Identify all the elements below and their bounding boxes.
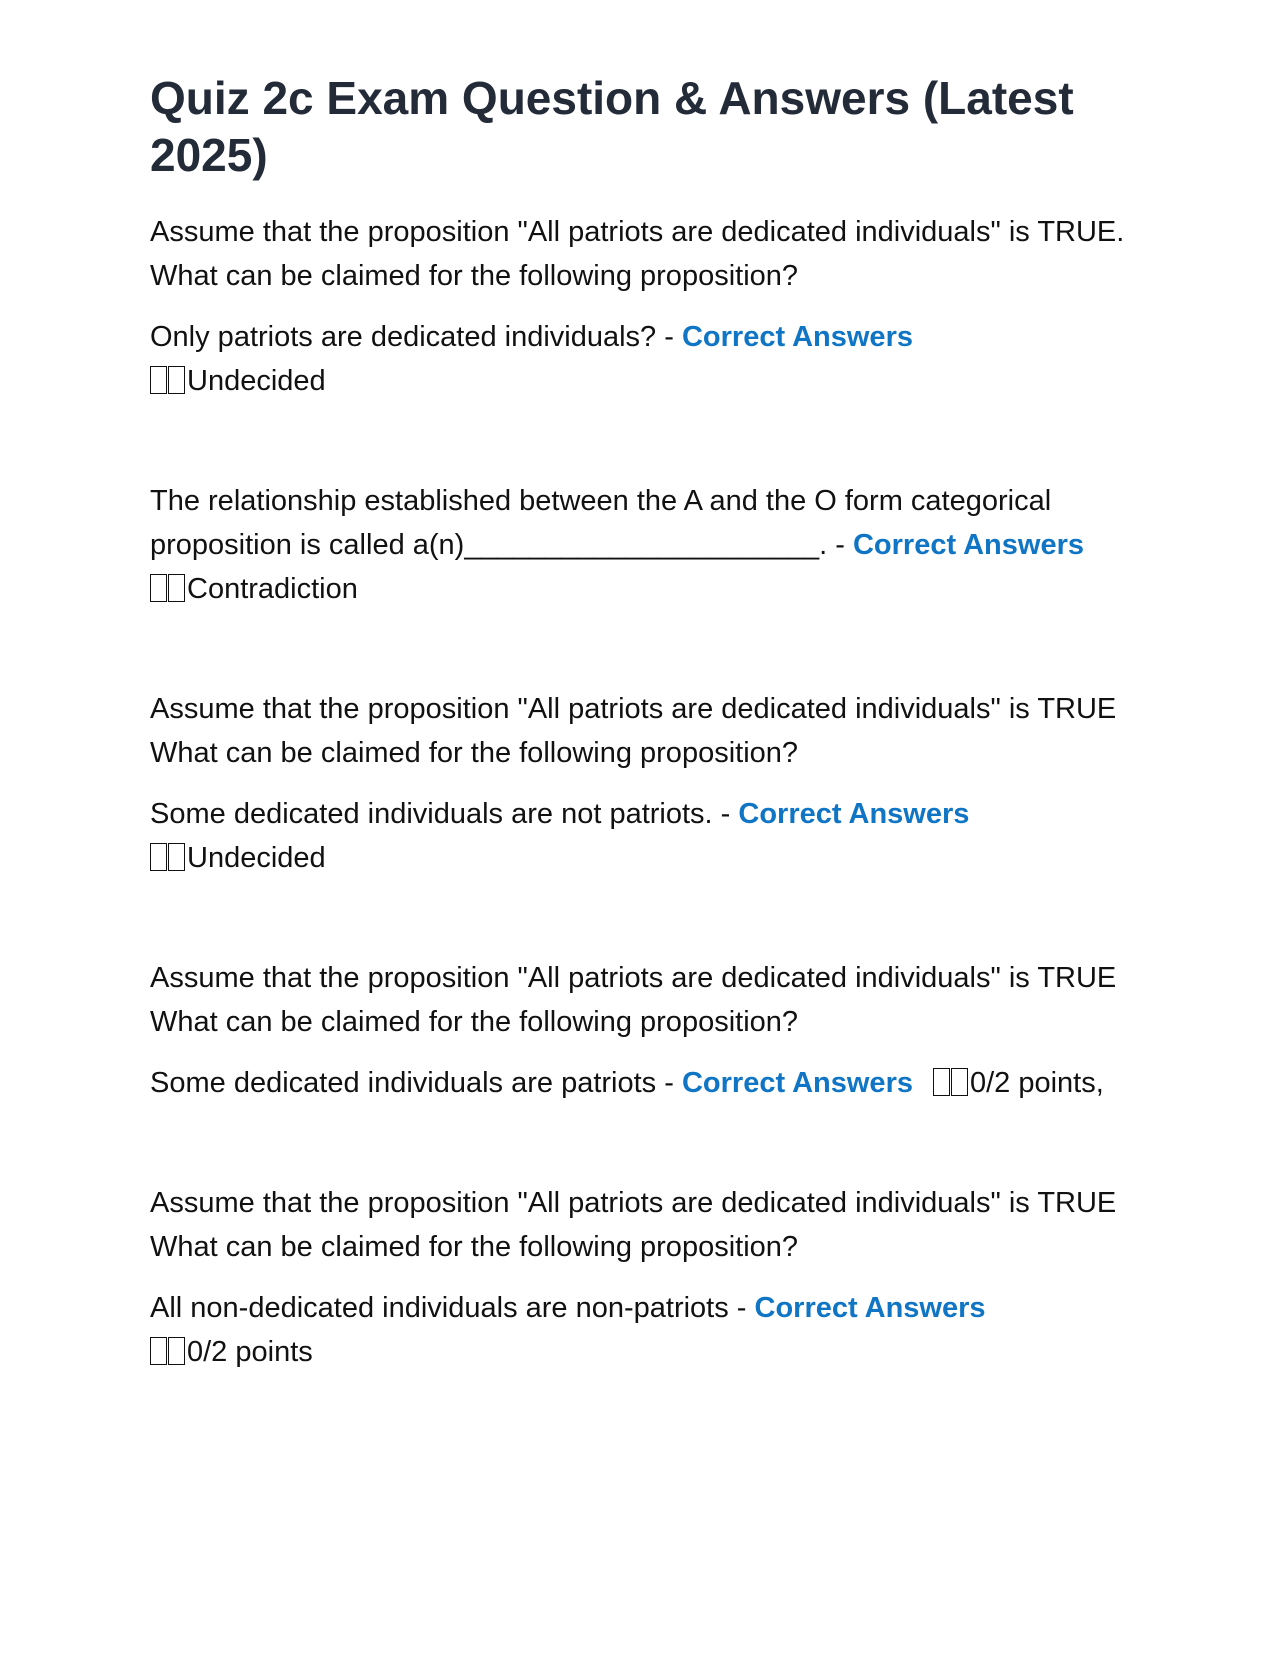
correct-answers-label: Correct Answers [754, 1292, 986, 1324]
question-text: Only patriots are dedicated individuals? - [150, 321, 682, 353]
missing-glyph-icon [150, 843, 167, 871]
correct-answers-label: Correct Answers [681, 321, 913, 353]
question-intro: Assume that the proposition "All patriots are dedicated individuals" is TRUE. What can be claimed for the following proposition? [150, 216, 1125, 292]
qa-item [150, 687, 1130, 880]
answer-text: Undecided [187, 365, 326, 397]
answer-text: 0/2 points, [969, 1067, 1104, 1099]
question-answer [150, 792, 1130, 880]
question-text: Some dedicated individuals are patriots - [150, 1067, 682, 1099]
question-text: Some dedicated individuals are not patriots. - [150, 798, 739, 830]
document-title: Quiz 2c Exam Question & Answers (Latest 2025) [150, 72, 1074, 181]
missing-glyph-icon [150, 574, 167, 602]
correct-answers-label: Correct Answers [681, 1067, 913, 1099]
missing-glyph-icon [150, 366, 167, 394]
question-intro: Assume that the proposition "All patriots are dedicated individuals" is TRUE What can be claimed for the following proposition? [150, 693, 1117, 769]
answer-text: Contradiction [187, 573, 358, 605]
question-answer [150, 479, 1130, 611]
question-answer [150, 1061, 1130, 1105]
question-intro: Assume that the proposition "All patriots are dedicated individuals" is TRUE What can be claimed for the following proposition? [150, 1187, 1117, 1263]
correct-answers-label: Correct Answers [852, 529, 1084, 561]
missing-glyph-icon [168, 1337, 185, 1365]
document-page [150, 70, 1130, 1374]
qa-item [150, 956, 1130, 1105]
question-text: The relationship established between the A and the O form categorical proposition is called a(n)______________________. - [150, 485, 1052, 561]
missing-glyph-icon [168, 366, 185, 394]
question-text: All non-dedicated individuals are non-patriots - [150, 1292, 755, 1324]
question-answer [150, 315, 1130, 403]
question-answer [150, 1286, 1130, 1374]
missing-glyph-icon [168, 843, 185, 871]
missing-glyph-icon [150, 1337, 167, 1365]
correct-answers-label: Correct Answers [738, 798, 970, 830]
missing-glyph-icon [951, 1068, 968, 1096]
answer-text: Undecided [187, 842, 326, 874]
qa-item [150, 210, 1130, 403]
missing-glyph-icon [933, 1068, 950, 1096]
qa-item [150, 479, 1130, 611]
question-intro: Assume that the proposition "All patriots are dedicated individuals" is TRUE What can be claimed for the following proposition? [150, 962, 1117, 1038]
missing-glyph-icon [168, 574, 185, 602]
qa-item [150, 1181, 1130, 1374]
answer-text: 0/2 points [187, 1336, 313, 1368]
